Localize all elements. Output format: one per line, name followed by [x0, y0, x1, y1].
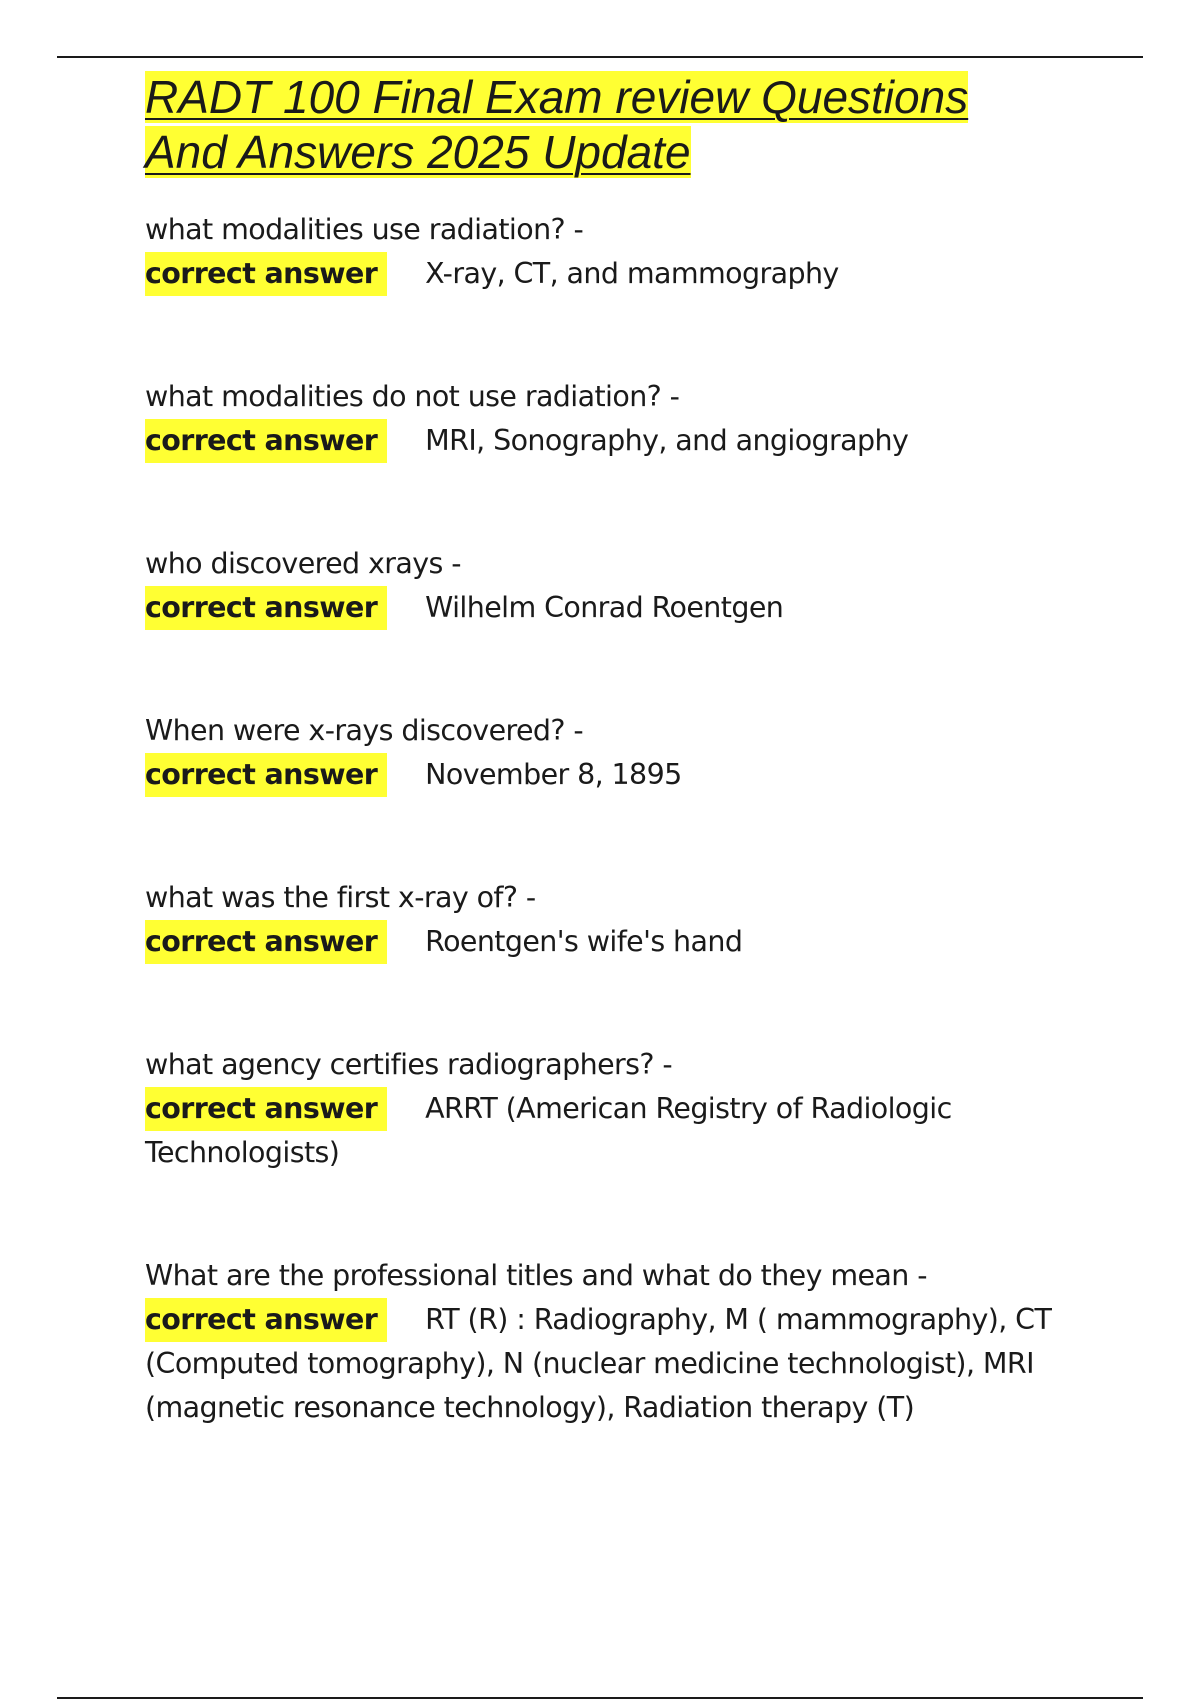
answer-line [145, 1298, 1085, 1430]
question-text: When were x-rays discovered? - [145, 714, 584, 747]
qa-item-2 [145, 375, 1085, 463]
qa-item-6 [145, 1043, 1085, 1175]
question-text: who discovered xrays - [145, 547, 461, 580]
correct-answer-label: correct answer [145, 1087, 387, 1131]
answer-text: X-ray, CT, and mammography [425, 257, 839, 290]
correct-answer-label: correct answer [145, 252, 387, 296]
answer-text: November 8, 1895 [425, 758, 682, 791]
answer-line [145, 1087, 1085, 1175]
qa-item-1 [145, 208, 1085, 296]
document-body [145, 70, 1085, 1509]
answer-text: MRI, Sonography, and angiography [425, 424, 909, 457]
correct-answer-label: correct answer [145, 920, 387, 964]
question-text: what modalities use radiation? - [145, 213, 584, 246]
answer-text: RT (R) : Radiography, M ( mammography), CT (Computed tomography), N (nuclear medicine technologist), MRI (magnetic resonance technology), Radiation therapy (T) [145, 1303, 1052, 1424]
correct-answer-label: correct answer [145, 753, 387, 797]
answer-line [145, 753, 1085, 797]
answer-text: Roentgen's wife's hand [425, 925, 743, 958]
qa-item-3 [145, 542, 1085, 630]
title-line-2: And Answers 2025 Update [145, 126, 691, 178]
answer-text: Wilhelm Conrad Roentgen [425, 591, 784, 624]
answer-text: ARRT (American Registry of Radiologic Technologists) [145, 1092, 952, 1169]
correct-answer-label: correct answer [145, 1298, 387, 1342]
answer-line [145, 586, 1085, 630]
question-text: what agency certifies radiographers? - [145, 1048, 673, 1081]
answer-line [145, 252, 1085, 296]
title-line-1: RADT 100 Final Exam review Questions [145, 71, 969, 123]
answer-line [145, 920, 1085, 964]
question-text: what was the first x-ray of? - [145, 881, 536, 914]
qa-item-5 [145, 876, 1085, 964]
question-text: What are the professional titles and what do they mean - [145, 1259, 927, 1292]
qa-item-7 [145, 1254, 1085, 1430]
document-title [145, 70, 1085, 180]
top-divider [57, 56, 1143, 58]
correct-answer-label: correct answer [145, 586, 387, 630]
correct-answer-label: correct answer [145, 419, 387, 463]
question-text: what modalities do not use radiation? - [145, 380, 680, 413]
bottom-divider [57, 1697, 1143, 1699]
qa-item-4 [145, 709, 1085, 797]
answer-line [145, 419, 1085, 463]
